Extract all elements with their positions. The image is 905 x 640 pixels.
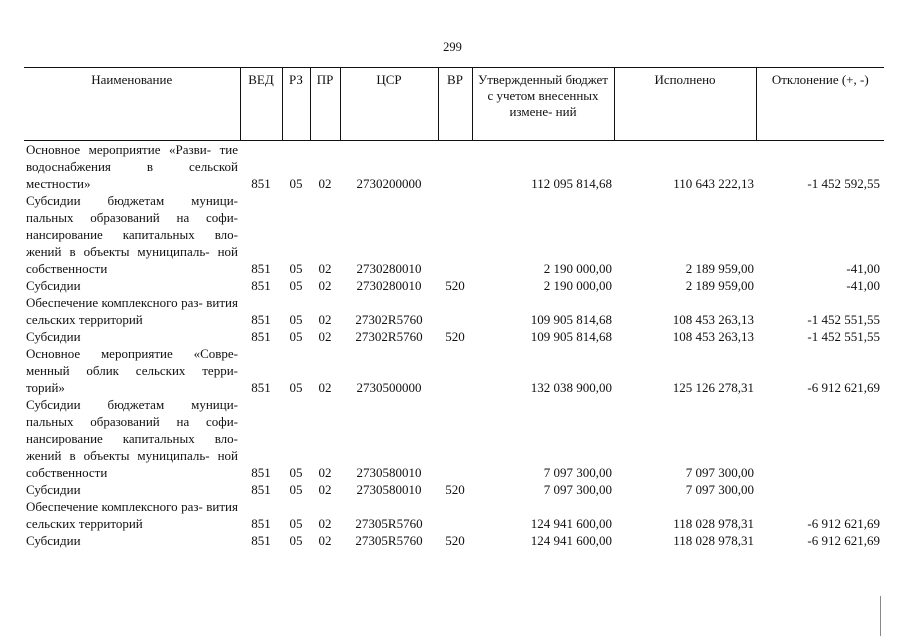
table-row (24, 532, 884, 549)
cell-csr: 2730280010 (356, 261, 422, 276)
cell-name: Основное мероприятие «Разви- тие водоснабжения в сельской местности» (26, 142, 238, 191)
table-row (24, 294, 884, 328)
cell-approved: 109 905 814,68 (530, 312, 612, 327)
cell-csr: 27305R5760 (355, 533, 423, 548)
cell-vr (438, 141, 472, 193)
cell-ved: 851 (251, 516, 271, 531)
cell-approved: 132 038 900,00 (530, 380, 612, 395)
cell-ved: 851 (251, 482, 271, 497)
table-row (24, 277, 884, 294)
cell-executed: 125 126 278,31 (672, 380, 754, 395)
table-row (24, 498, 884, 532)
cell-name: Основное мероприятие «Совре- менный облик сельских терри- торий» (26, 346, 238, 395)
scan-edge-line (880, 596, 881, 636)
cell-deviation: -6 912 621,69 (807, 380, 880, 395)
cell-deviation: -6 912 621,69 (807, 516, 880, 531)
header-csr: ЦСР (340, 68, 438, 141)
cell-name: Субсидии (26, 278, 81, 293)
cell-approved: 124 941 600,00 (530, 516, 612, 531)
cell-deviation: -41,00 (846, 261, 880, 276)
cell-executed: 118 028 978,31 (673, 533, 754, 548)
cell-name: Обеспечение комплексного раз- вития сельских территорий (26, 499, 238, 531)
cell-rz: 05 (289, 278, 303, 293)
cell-deviation: -1 452 551,55 (807, 312, 880, 327)
cell-vr (438, 396, 472, 481)
cell-executed: 108 453 263,13 (672, 329, 754, 344)
table-row (24, 192, 884, 277)
cell-csr: 2730280010 (356, 278, 422, 293)
cell-rz: 05 (289, 482, 303, 497)
cell-ved: 851 (251, 533, 271, 548)
header-ved: ВЕД (240, 68, 282, 141)
page-number: 299 (443, 40, 462, 54)
cell-csr: 2730200000 (356, 176, 422, 191)
cell-deviation: -1 452 551,55 (807, 329, 880, 344)
cell-name: Субсидии (26, 533, 81, 548)
cell-csr: 2730580010 (356, 482, 422, 497)
cell-name: Обеспечение комплексного раз- вития сельских территорий (26, 295, 238, 327)
cell-approved: 7 097 300,00 (543, 465, 612, 480)
cell-ved: 851 (251, 261, 271, 276)
cell-approved: 7 097 300,00 (543, 482, 612, 497)
header-name: Наименование (24, 68, 240, 141)
cell-ved: 851 (251, 329, 271, 344)
cell-rz: 05 (289, 380, 303, 395)
cell-csr: 27302R5760 (355, 329, 423, 344)
cell-rz: 05 (289, 516, 303, 531)
cell-deviation: -6 912 621,69 (807, 533, 880, 548)
cell-rz: 05 (289, 465, 303, 480)
cell-csr: 2730500000 (356, 380, 422, 395)
cell-approved: 2 190 000,00 (543, 278, 612, 293)
cell-pr: 02 (318, 482, 332, 497)
cell-executed: 108 453 263,13 (672, 312, 754, 327)
cell-name: Субсидии бюджетам муници- пальных образований на софи- нансирование капитальных вло- жений в объекты муниципаль- ной собственности (26, 193, 238, 276)
cell-pr: 02 (318, 312, 332, 327)
cell-ved: 851 (251, 278, 271, 293)
cell-vr (438, 192, 472, 277)
cell-deviation (756, 396, 884, 481)
cell-vr (438, 345, 472, 396)
cell-rz: 05 (289, 329, 303, 344)
cell-pr: 02 (318, 516, 332, 531)
cell-csr: 27305R5760 (355, 516, 423, 531)
cell-ved: 851 (251, 380, 271, 395)
cell-approved: 109 905 814,68 (530, 329, 612, 344)
cell-approved: 112 095 814,68 (531, 176, 612, 191)
cell-rz: 05 (289, 176, 303, 191)
cell-ved: 851 (251, 465, 271, 480)
cell-executed: 7 097 300,00 (685, 465, 754, 480)
cell-vr (438, 498, 472, 532)
cell-rz: 05 (289, 312, 303, 327)
header-vr: ВР (438, 68, 472, 141)
cell-executed: 110 643 222,13 (673, 176, 754, 191)
cell-vr: 520 (445, 329, 465, 344)
cell-executed: 118 028 978,31 (673, 516, 754, 531)
cell-vr (438, 294, 472, 328)
header-rz: РЗ (282, 68, 310, 141)
cell-vr: 520 (445, 278, 465, 293)
cell-pr: 02 (318, 261, 332, 276)
cell-vr: 520 (445, 533, 465, 548)
cell-deviation: -41,00 (846, 278, 880, 293)
table-row (24, 141, 884, 193)
cell-pr: 02 (318, 533, 332, 548)
cell-pr: 02 (318, 329, 332, 344)
table-row (24, 481, 884, 498)
cell-pr: 02 (318, 278, 332, 293)
header-executed: Исполнено (614, 68, 756, 141)
cell-executed: 7 097 300,00 (685, 482, 754, 497)
cell-vr: 520 (445, 482, 465, 497)
cell-name: Субсидии (26, 329, 81, 344)
header-pr: ПР (310, 68, 340, 141)
cell-executed: 2 189 959,00 (685, 278, 754, 293)
table-header-row (24, 68, 884, 141)
cell-approved: 124 941 600,00 (530, 533, 612, 548)
header-approved: Утвержденный бюджет с учетом внесенных измене- ний (472, 68, 614, 141)
cell-rz: 05 (289, 261, 303, 276)
cell-pr: 02 (318, 465, 332, 480)
cell-name: Субсидии бюджетам муници- пальных образований на софи- нансирование капитальных вло- жений в объекты муниципаль- ной собственности (26, 397, 238, 480)
cell-pr: 02 (318, 380, 332, 395)
cell-pr: 02 (318, 176, 332, 191)
cell-rz: 05 (289, 533, 303, 548)
table-row (24, 396, 884, 481)
header-deviation: Отклонение (+, -) (756, 68, 884, 141)
budget-table (24, 67, 884, 549)
cell-name: Субсидии (26, 482, 81, 497)
cell-csr: 27302R5760 (355, 312, 423, 327)
cell-csr: 2730580010 (356, 465, 422, 480)
cell-approved: 2 190 000,00 (543, 261, 612, 276)
table-row (24, 328, 884, 345)
cell-deviation (756, 481, 884, 498)
table-row (24, 345, 884, 396)
cell-ved: 851 (251, 176, 271, 191)
cell-ved: 851 (251, 312, 271, 327)
cell-deviation: -1 452 592,55 (807, 176, 880, 191)
cell-executed: 2 189 959,00 (685, 261, 754, 276)
